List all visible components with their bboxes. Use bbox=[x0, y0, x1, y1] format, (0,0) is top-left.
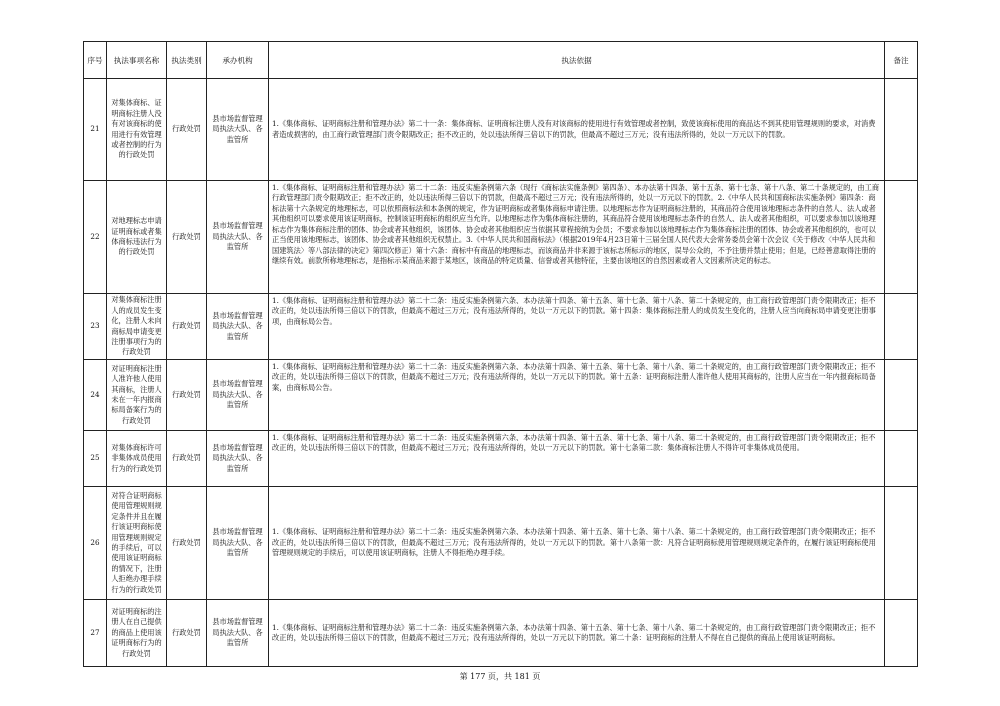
row-item-name: 对地理标志申请证明商标或者集体商标违法行为的行政处罚 bbox=[107, 181, 167, 294]
row-basis: 1.《集体商标、证明商标注册和管理办法》第二十二条：违反实施条例第六条、本办法第十四条、第十五条、第十七条、第十八条、第二十条规定的，由工商行政管理部门责令限期改正；拒不改正的，处以违法所得三倍以下的罚款，但最高不超过三万元；没有违法所得的，处以一万元以下的罚款。第二十条：证明商标的注册人不得在自己提供的商品上使用该证明商标。 bbox=[269, 600, 885, 667]
row-category: 行政处罚 bbox=[167, 79, 207, 181]
table-row bbox=[84, 431, 918, 487]
row-item-name: 对集体商标许可非集体成员使用行为的行政处罚 bbox=[107, 431, 167, 487]
row-item-name: 对集体商标、证明商标注册人没有对该商标的使用进行有效管理或者控制的行为的行政处罚 bbox=[107, 79, 167, 181]
table-row bbox=[84, 360, 918, 431]
row-agency: 县市场监督管理局执法大队、各监管所 bbox=[207, 431, 269, 487]
header-basis: 执法依据 bbox=[269, 42, 885, 79]
table-header-row bbox=[84, 42, 918, 79]
header-no: 序号 bbox=[84, 42, 107, 79]
row-item-name: 对证明商标的注册人在自己提供的商品上使用该证明商标行为的行政处罚 bbox=[107, 600, 167, 667]
row-remark bbox=[885, 600, 918, 667]
header-category: 执法类别 bbox=[167, 42, 207, 79]
row-item-name: 对集体商标注册人的成员发生变化，注册人未向商标局申请变更注册事项行为的行政处罚 bbox=[107, 294, 167, 360]
row-no: 25 bbox=[84, 431, 107, 487]
row-no: 21 bbox=[84, 79, 107, 181]
row-agency: 县市场监督管理局执法大队、各监管所 bbox=[207, 487, 269, 600]
row-item-name: 对证明商标注册人准许他人使用其商标，注册人未在一年内报商标局备案行为的行政处罚 bbox=[107, 360, 167, 431]
row-remark bbox=[885, 79, 918, 181]
row-remark bbox=[885, 294, 918, 360]
row-category: 行政处罚 bbox=[167, 431, 207, 487]
row-category: 行政处罚 bbox=[167, 600, 207, 667]
row-no: 26 bbox=[84, 487, 107, 600]
row-category: 行政处罚 bbox=[167, 294, 207, 360]
row-category: 行政处罚 bbox=[167, 360, 207, 431]
row-agency: 县市场监督管理局执法大队、各监管所 bbox=[207, 294, 269, 360]
page-number: 第 177 页，共 181 页 bbox=[459, 672, 541, 681]
row-no: 27 bbox=[84, 600, 107, 667]
row-basis: 1.《集体商标、证明商标注册和管理办法》第二十二条：违反实施条例第六条、本办法第十四条、第十五条、第十七条、第十八条、第二十条规定的，由工商行政管理部门责令限期改正；拒不改正的，处以违法所得三倍以下的罚款，但最高不超过三万元；没有违法所得的，处以一万元以下的罚款。第十五条：证明商标注册人准许他人使用其商标的，注册人应当在一年内报商标局备案，由商标局公告。 bbox=[269, 360, 885, 431]
row-basis: 1.《集体商标、证明商标注册和管理办法》第二十二条：违反实施条例第六条（现行《商标法实施条例》第四条）、本办法第十四条、第十五条、第十七条、第十八条、第二十条规定的，由工商行政管理部门责令限期改正；拒不改正的，处以违法所得三倍以下的罚款，但最高不超过三万元；没有违法所得的，处以一万元以下的罚款。2.《中华人民共和国商标法实施条例》第四条：商标法第十六条规定的地理标志，可以依照商标法和本条例的规定，作为证明商标或者集体商标申请注册。以地理标志作为证明商标注册的，其商品符合使用该地理标志条件的自然人、法人或者其他组织可以要求使用该证明商标，控制该证明商标的组织应当允许。以地理标志作为集体商标注册的，其商品符合使用该地理标志条件的自然人、法人或者其他组织，可以要求参加以该地理标志作为集体商标注册的团体、协会或者其他组织，该团体、协会或者其他组织应当依据其章程接纳为会员；不要求参加以该地理标志作为集体商标注册的团体、协会或者其他组织的，也可以正当使用该地理标志，该团体、协会或者其他组织无权禁止。3.《中华人民共和国商标法》（根据2019年4月23日第十三届全国人民代表大会常务委员会第十次会议《关于修改〈中华人民共和国建筑法〉等八部法律的决定》第四次修正）第十六条：商标中有商品的地理标志，而该商品并非来源于该标志所标示的地区，误导公众的，不予注册并禁止使用；但是，已经善意取得注册的继续有效。前款所称地理标志，是指标示某商品来源于某地区，该商品的特定质量、信誉或者其他特征，主要由该地区的自然因素或者人文因素所决定的标志。 bbox=[269, 181, 885, 294]
row-item-name: 对符合证明商标使用管理规则规定条件并且在履行该证明商标使用管理规则规定的手续后，可以使用该证明商标的情况下，注册人拒绝办理手续行为的行政处罚 bbox=[107, 487, 167, 600]
document-page bbox=[83, 41, 918, 667]
row-remark bbox=[885, 487, 918, 600]
row-basis: 1.《集体商标、证明商标注册和管理办法》第二十二条：违反实施条例第六条、本办法第十四条、第十五条、第十七条、第十八条、第二十条规定的，由工商行政管理部门责令限期改正；拒不改正的，处以违法所得三倍以下的罚款，但最高不超过三万元；没有违法所得的，处以一万元以下的罚款。第十八条第一款：凡符合证明商标使用管理规则规定条件的，在履行该证明商标使用管理规则规定的手续后，可以使用该证明商标，注册人不得拒绝办理手续。 bbox=[269, 487, 885, 600]
row-remark bbox=[885, 181, 918, 294]
row-no: 24 bbox=[84, 360, 107, 431]
header-remark: 备注 bbox=[885, 42, 918, 79]
enforcement-table bbox=[83, 41, 918, 667]
header-item-name: 执法事项名称 bbox=[107, 42, 167, 79]
row-remark bbox=[885, 360, 918, 431]
row-agency: 县市场监督管理局执法大队、各监管所 bbox=[207, 181, 269, 294]
row-basis: 1.《集体商标、证明商标注册和管理办法》第二十二条：违反实施条例第六条、本办法第十四条、第十五条、第十七条、第十八条、第二十条规定的，由工商行政管理部门责令限期改正；拒不改正的，处以违法所得三倍以下的罚款，但最高不超过三万元；没有违法所得的，处以一万元以下的罚款。第十七条第二款：集体商标注册人不得许可非集体成员使用。 bbox=[269, 431, 885, 487]
row-agency: 县市场监督管理局执法大队、各监管所 bbox=[207, 600, 269, 667]
table-row bbox=[84, 487, 918, 600]
row-category: 行政处罚 bbox=[167, 181, 207, 294]
table-row bbox=[84, 600, 918, 667]
row-agency: 县市场监督管理局执法大队、各监管所 bbox=[207, 79, 269, 181]
table-row bbox=[84, 294, 918, 360]
row-basis: 1.《集体商标、证明商标注册和管理办法》第二十一条：集体商标、证明商标注册人没有对该商标的使用进行有效管理或者控制，致使该商标使用的商品达不到其使用管理规则的要求，对消费者造成损害的，由工商行政管理部门责令限期改正；拒不改正的，处以违法所得三倍以下的罚款，但最高不超过三万元；没有违法所得的，处以一万元以下的罚款。 bbox=[269, 79, 885, 181]
row-no: 22 bbox=[84, 181, 107, 294]
row-agency: 县市场监督管理局执法大队、各监管所 bbox=[207, 360, 269, 431]
row-category: 行政处罚 bbox=[167, 487, 207, 600]
header-agency: 承办机构 bbox=[207, 42, 269, 79]
row-basis: 1.《集体商标、证明商标注册和管理办法》第二十二条：违反实施条例第六条、本办法第十四条、第十五条、第十七条、第十八条、第二十条规定的，由工商行政管理部门责令限期改正；拒不改正的，处以违法所得三倍以下的罚款，但最高不超过三万元；没有违法所得的，处以一万元以下的罚款。第十四条：集体商标注册人的成员发生变化的，注册人应当向商标局申请变更注册事项，由商标局公告。 bbox=[269, 294, 885, 360]
row-no: 23 bbox=[84, 294, 107, 360]
table-row bbox=[84, 181, 918, 294]
table-row bbox=[84, 79, 918, 181]
row-remark bbox=[885, 431, 918, 487]
